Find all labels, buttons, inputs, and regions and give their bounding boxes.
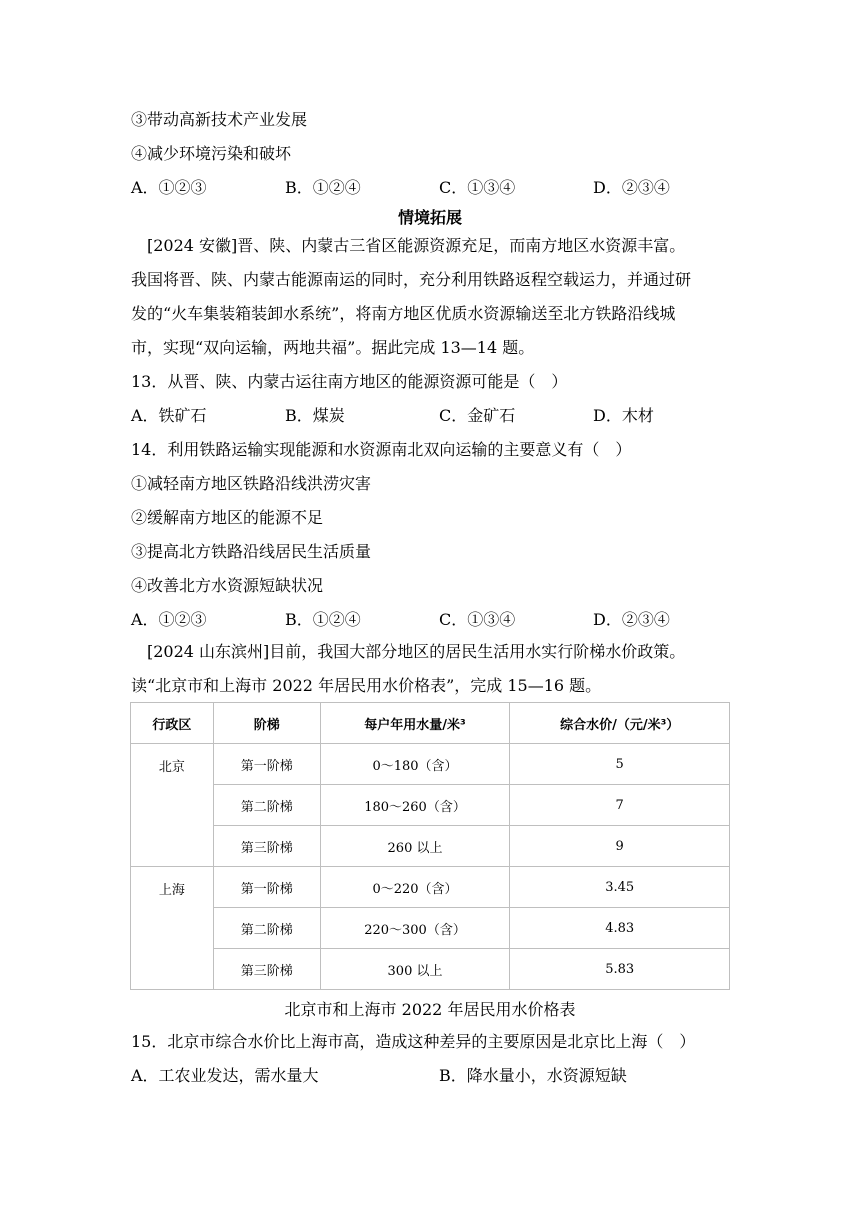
table-row	[131, 785, 730, 826]
volume-cell: 300 以上	[320, 949, 510, 990]
passage-2-line-2: 读“北京市和上海市 2022 年居民用水价格表”，完成 15—16 题。	[131, 676, 602, 695]
region-shanghai: 上海	[131, 867, 214, 990]
tier-cell: 第二阶梯	[213, 785, 320, 826]
question-14-item-3: ③提高北方铁路沿线居民生活质量	[131, 542, 372, 561]
passage-1-line-4: 市，实现“双向运输，两地共福”。据此完成 13—14 题。	[131, 338, 535, 357]
region-beijing: 北京	[131, 744, 214, 867]
volume-cell: 0～220（含）	[320, 867, 510, 908]
passage-1-line-2: 我国将晋、陕、内蒙古能源南运的同时，充分利用铁路返程空载运力，并通过研	[131, 270, 692, 289]
question-13: 13．从晋、陕、内蒙古运往南方地区的能源资源可能是（ ）	[131, 372, 568, 391]
price-cell: 4.83	[510, 908, 730, 949]
choice-a: A．①②③	[131, 178, 207, 197]
tier-cell: 第一阶梯	[213, 867, 320, 908]
table-row	[131, 744, 730, 785]
choice-c: C．①③④	[439, 610, 516, 629]
tier-cell: 第一阶梯	[213, 744, 320, 785]
price-cell: 7	[510, 785, 730, 826]
choice-b: B．煤炭	[285, 406, 345, 425]
question-12-option-4: ④减少环境污染和破坏	[131, 144, 292, 163]
question-15: 15．北京市综合水价比上海市高，造成这种差异的主要原因是北京比上海（ ）	[131, 1032, 696, 1051]
choice-a: A．①②③	[131, 610, 207, 629]
header-volume: 每户年用水量/米³	[320, 703, 510, 744]
price-cell: 9	[510, 826, 730, 867]
header-tier: 阶梯	[213, 703, 320, 744]
price-cell: 5.83	[510, 949, 730, 990]
choice-d: D．木材	[593, 406, 654, 425]
section-title: 情境拓展	[397, 208, 462, 227]
table-caption: 北京市和上海市 2022 年居民用水价格表	[284, 1000, 576, 1019]
table-row	[131, 867, 730, 908]
price-cell: 3.45	[510, 867, 730, 908]
water-price-table	[130, 702, 730, 990]
choice-a: A．工农业发达，需水量大	[131, 1066, 319, 1085]
choice-a: A．铁矿石	[131, 406, 207, 425]
choice-b: B．降水量小，水资源短缺	[439, 1066, 627, 1085]
tier-cell: 第二阶梯	[213, 908, 320, 949]
header-region: 行政区	[131, 703, 214, 744]
choice-b: B．①②④	[285, 178, 361, 197]
volume-cell: 180～260（含）	[320, 785, 510, 826]
choice-b: B．①②④	[285, 610, 361, 629]
question-12-choices	[131, 178, 731, 198]
tier-cell: 第三阶梯	[213, 949, 320, 990]
choice-d: D．②③④	[593, 178, 670, 197]
question-14-item-2: ②缓解南方地区的能源不足	[131, 508, 324, 527]
question-12-option-3: ③带动高新技术产业发展	[131, 110, 308, 129]
table-header-row	[131, 703, 730, 744]
passage-1-line-1: [2024 安徽]晋、陕、内蒙古三省区能源资源充足，而南方地区水资源丰富。	[147, 236, 686, 255]
header-price: 综合水价/（元/米³）	[510, 703, 730, 744]
question-13-choices	[131, 406, 731, 426]
question-15-choices	[131, 1066, 731, 1086]
question-14: 14．利用铁路运输实现能源和水资源南北双向运输的主要意义有（ ）	[131, 440, 632, 459]
volume-cell: 220～300（含）	[320, 908, 510, 949]
table-row	[131, 908, 730, 949]
table-row	[131, 949, 730, 990]
table-row	[131, 826, 730, 867]
price-cell: 5	[510, 744, 730, 785]
choice-c: C．①③④	[439, 178, 516, 197]
volume-cell: 0～180（含）	[320, 744, 510, 785]
choice-d: D．②③④	[593, 610, 670, 629]
question-14-choices	[131, 610, 731, 630]
volume-cell: 260 以上	[320, 826, 510, 867]
choice-c: C．金矿石	[439, 406, 516, 425]
question-14-item-4: ④改善北方水资源短缺状况	[131, 576, 324, 595]
passage-1-line-3: 发的“火车集装箱装卸水系统”，将南方地区优质水资源输送至北方铁路沿线城	[131, 304, 676, 323]
question-14-item-1: ①减轻南方地区铁路沿线洪涝灾害	[131, 474, 372, 493]
tier-cell: 第三阶梯	[213, 826, 320, 867]
passage-2-line-1: [2024 山东滨州]目前，我国大部分地区的居民生活用水实行阶梯水价政策。	[147, 642, 686, 661]
